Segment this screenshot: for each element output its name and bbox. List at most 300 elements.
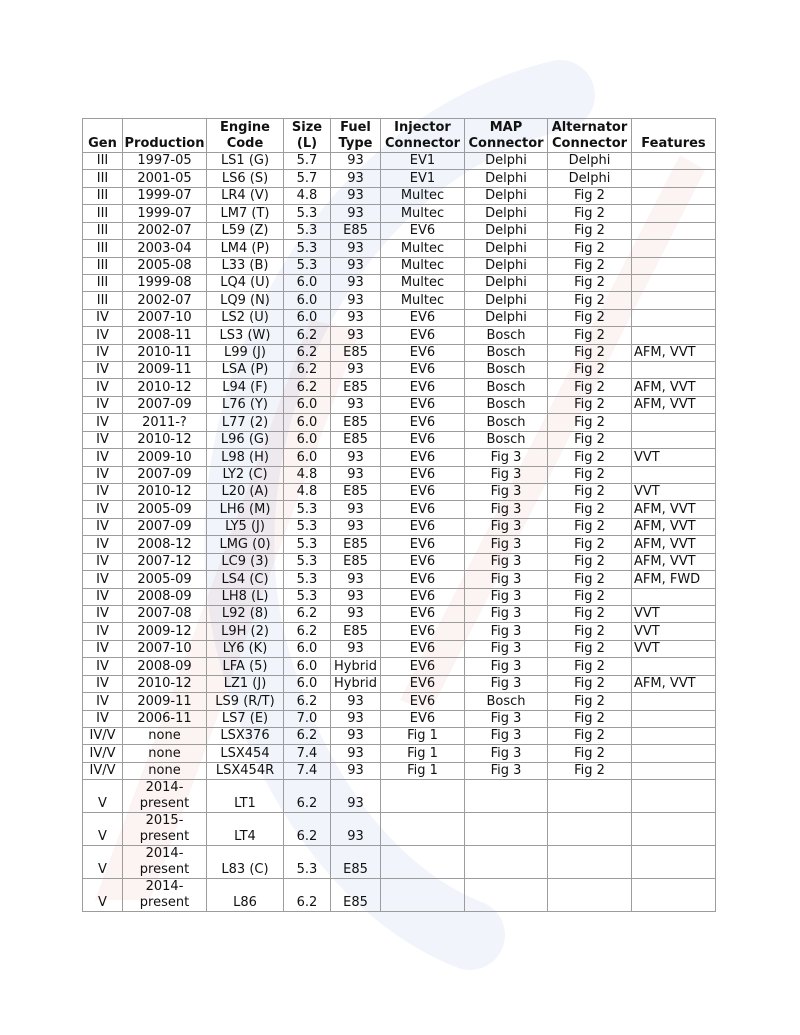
cell-injector-connector: Fig 1: [381, 727, 465, 744]
cell-size: 4.8: [284, 187, 331, 204]
table-row: [83, 675, 716, 692]
table-row: [83, 605, 716, 622]
cell-map-connector: Fig 3: [465, 484, 548, 501]
cell-features: [632, 153, 716, 170]
cell-engine-code: LQ4 (U): [207, 274, 284, 291]
cell-map-connector: Delphi: [465, 309, 548, 326]
cell-production: 2010-11: [123, 344, 207, 361]
cell-alternator-connector: Delphi: [548, 153, 632, 170]
cell-fuel-type: 93: [331, 588, 381, 605]
cell-features: [632, 292, 716, 309]
cell-engine-code: LS4 (C): [207, 571, 284, 588]
cell-production: none: [123, 727, 207, 744]
cell-injector-connector: Multec: [381, 292, 465, 309]
cell-production: 1999-08: [123, 274, 207, 291]
cell-alternator-connector: Fig 2: [548, 240, 632, 257]
cell-features: [632, 414, 716, 431]
cell-engine-code: L83 (C): [207, 846, 284, 879]
cell-fuel-type: E85: [331, 344, 381, 361]
cell-gen: V: [83, 813, 123, 846]
cell-fuel-type: 93: [331, 274, 381, 291]
cell-map-connector: Fig 3: [465, 501, 548, 518]
column-header-features: Features: [632, 119, 716, 153]
cell-production: 2006-11: [123, 710, 207, 727]
cell-gen: III: [83, 240, 123, 257]
cell-injector-connector: Fig 1: [381, 762, 465, 779]
cell-size: 7.0: [284, 710, 331, 727]
cell-size: 7.4: [284, 745, 331, 762]
cell-features: [632, 240, 716, 257]
cell-production: 2001-05: [123, 170, 207, 187]
table-row: [83, 431, 716, 448]
cell-size: 4.8: [284, 484, 331, 501]
column-header-fuel-type: Fuel Type: [331, 119, 381, 153]
table-row: [83, 257, 716, 274]
cell-fuel-type: 93: [331, 710, 381, 727]
column-header-alternator-connector: Alternator Connector: [548, 119, 632, 153]
cell-size: 6.2: [284, 362, 331, 379]
cell-fuel-type: E85: [331, 553, 381, 570]
cell-alternator-connector: Fig 2: [548, 466, 632, 483]
cell-production: 2007-09: [123, 518, 207, 535]
cell-production: 2008-09: [123, 588, 207, 605]
cell-size: 6.2: [284, 879, 331, 912]
cell-features: [632, 431, 716, 448]
cell-size: 6.0: [284, 292, 331, 309]
cell-size: 6.0: [284, 274, 331, 291]
cell-engine-code: LY5 (J): [207, 518, 284, 535]
cell-injector-connector: EV6: [381, 222, 465, 239]
cell-injector-connector: EV6: [381, 379, 465, 396]
cell-gen: IV: [83, 501, 123, 518]
cell-alternator-connector: Fig 2: [548, 309, 632, 326]
cell-fuel-type: 93: [331, 170, 381, 187]
cell-engine-code: L99 (J): [207, 344, 284, 361]
table-row: [83, 813, 716, 846]
cell-map-connector: Delphi: [465, 187, 548, 204]
table-row: [83, 710, 716, 727]
table-row: [83, 344, 716, 361]
table-row: [83, 518, 716, 535]
cell-injector-connector: Multec: [381, 187, 465, 204]
table-row: [83, 727, 716, 744]
cell-size: 6.0: [284, 414, 331, 431]
cell-engine-code: LH8 (L): [207, 588, 284, 605]
cell-fuel-type: E85: [331, 536, 381, 553]
cell-gen: IV: [83, 466, 123, 483]
cell-map-connector: Fig 3: [465, 571, 548, 588]
column-header-size: Size (L): [284, 119, 331, 153]
cell-gen: III: [83, 274, 123, 291]
cell-fuel-type: 93: [331, 240, 381, 257]
cell-injector-connector: Multec: [381, 257, 465, 274]
cell-alternator-connector: Fig 2: [548, 536, 632, 553]
cell-features: [632, 813, 716, 846]
cell-alternator-connector: Fig 2: [548, 710, 632, 727]
cell-alternator-connector: Fig 2: [548, 727, 632, 744]
cell-engine-code: LM7 (T): [207, 205, 284, 222]
cell-injector-connector: [381, 813, 465, 846]
cell-gen: IV: [83, 536, 123, 553]
cell-features: AFM, VVT: [632, 536, 716, 553]
cell-gen: IV: [83, 710, 123, 727]
cell-map-connector: Delphi: [465, 274, 548, 291]
cell-engine-code: L33 (B): [207, 257, 284, 274]
cell-alternator-connector: Fig 2: [548, 675, 632, 692]
cell-features: AFM, VVT: [632, 675, 716, 692]
cell-map-connector: Fig 3: [465, 762, 548, 779]
cell-gen: IV: [83, 309, 123, 326]
cell-production: 2009-11: [123, 693, 207, 710]
cell-size: 5.3: [284, 257, 331, 274]
cell-engine-code: L76 (Y): [207, 396, 284, 413]
cell-injector-connector: Multec: [381, 274, 465, 291]
table-row: [83, 187, 716, 204]
cell-features: [632, 762, 716, 779]
cell-engine-code: LM4 (P): [207, 240, 284, 257]
cell-gen: III: [83, 187, 123, 204]
cell-gen: IV: [83, 396, 123, 413]
cell-gen: III: [83, 153, 123, 170]
cell-features: [632, 658, 716, 675]
cell-engine-code: L59 (Z): [207, 222, 284, 239]
cell-alternator-connector: Fig 2: [548, 745, 632, 762]
cell-alternator-connector: [548, 780, 632, 813]
cell-size: 5.3: [284, 222, 331, 239]
cell-map-connector: Delphi: [465, 170, 548, 187]
cell-map-connector: Delphi: [465, 222, 548, 239]
cell-injector-connector: EV6: [381, 518, 465, 535]
cell-alternator-connector: Fig 2: [548, 344, 632, 361]
cell-size: 6.2: [284, 780, 331, 813]
cell-gen: IV: [83, 553, 123, 570]
cell-alternator-connector: Fig 2: [548, 362, 632, 379]
table-row: [83, 553, 716, 570]
cell-features: [632, 780, 716, 813]
cell-fuel-type: 93: [331, 693, 381, 710]
cell-injector-connector: EV6: [381, 710, 465, 727]
table-row: [83, 879, 716, 912]
cell-engine-code: L98 (H): [207, 449, 284, 466]
cell-production: 1999-07: [123, 205, 207, 222]
cell-production: none: [123, 762, 207, 779]
table-row: [83, 327, 716, 344]
column-header-engine-code: Engine Code: [207, 119, 284, 153]
cell-gen: IV/V: [83, 762, 123, 779]
cell-features: AFM, VVT: [632, 396, 716, 413]
table-row: [83, 153, 716, 170]
cell-engine-code: LMG (0): [207, 536, 284, 553]
cell-size: 5.3: [284, 553, 331, 570]
cell-size: 6.2: [284, 344, 331, 361]
cell-size: 7.4: [284, 762, 331, 779]
cell-fuel-type: Hybrid: [331, 675, 381, 692]
cell-fuel-type: E85: [331, 879, 381, 912]
cell-engine-code: LS3 (W): [207, 327, 284, 344]
cell-engine-code: L96 (G): [207, 431, 284, 448]
cell-gen: IV: [83, 605, 123, 622]
cell-map-connector: Delphi: [465, 292, 548, 309]
cell-production: 1999-07: [123, 187, 207, 204]
table-row: [83, 466, 716, 483]
cell-map-connector: Bosch: [465, 362, 548, 379]
cell-map-connector: Fig 3: [465, 466, 548, 483]
cell-fuel-type: E85: [331, 414, 381, 431]
cell-size: 5.3: [284, 588, 331, 605]
table-row: [83, 501, 716, 518]
cell-alternator-connector: Fig 2: [548, 640, 632, 657]
cell-size: 6.0: [284, 396, 331, 413]
cell-alternator-connector: Fig 2: [548, 518, 632, 535]
cell-production: 2007-08: [123, 605, 207, 622]
cell-alternator-connector: Fig 2: [548, 501, 632, 518]
cell-size: 5.3: [284, 518, 331, 535]
cell-alternator-connector: Fig 2: [548, 605, 632, 622]
cell-map-connector: Delphi: [465, 257, 548, 274]
cell-map-connector: Bosch: [465, 414, 548, 431]
cell-engine-code: L9H (2): [207, 623, 284, 640]
cell-production: 2007-10: [123, 640, 207, 657]
table-row: [83, 484, 716, 501]
cell-injector-connector: EV6: [381, 605, 465, 622]
cell-gen: IV: [83, 640, 123, 657]
cell-map-connector: Bosch: [465, 396, 548, 413]
cell-fuel-type: 93: [331, 745, 381, 762]
cell-production: 2003-04: [123, 240, 207, 257]
cell-features: AFM, VVT: [632, 501, 716, 518]
table-row: [83, 536, 716, 553]
cell-engine-code: LSA (P): [207, 362, 284, 379]
cell-size: 6.0: [284, 431, 331, 448]
cell-size: 6.2: [284, 623, 331, 640]
cell-engine-code: L86: [207, 879, 284, 912]
cell-production: 2010-12: [123, 484, 207, 501]
cell-map-connector: Fig 3: [465, 536, 548, 553]
cell-alternator-connector: Fig 2: [548, 588, 632, 605]
cell-production: 2007-09: [123, 466, 207, 483]
table-row: [83, 396, 716, 413]
column-header-injector-connector: Injector Connector: [381, 119, 465, 153]
cell-features: AFM, VVT: [632, 379, 716, 396]
header-row: [83, 119, 716, 153]
table-row: [83, 379, 716, 396]
cell-size: 5.3: [284, 536, 331, 553]
cell-engine-code: LS6 (S): [207, 170, 284, 187]
cell-injector-connector: EV6: [381, 640, 465, 657]
cell-map-connector: Fig 3: [465, 449, 548, 466]
cell-features: [632, 257, 716, 274]
cell-features: [632, 588, 716, 605]
cell-alternator-connector: Fig 2: [548, 449, 632, 466]
table-row: [83, 449, 716, 466]
cell-injector-connector: EV6: [381, 484, 465, 501]
table-row: [83, 414, 716, 431]
cell-size: 6.2: [284, 379, 331, 396]
cell-alternator-connector: Delphi: [548, 170, 632, 187]
cell-engine-code: L94 (F): [207, 379, 284, 396]
cell-fuel-type: E85: [331, 623, 381, 640]
cell-engine-code: LQ9 (N): [207, 292, 284, 309]
cell-injector-connector: EV6: [381, 396, 465, 413]
cell-fuel-type: 93: [331, 727, 381, 744]
cell-map-connector: Fig 3: [465, 518, 548, 535]
cell-production: 2010-12: [123, 379, 207, 396]
cell-engine-code: LR4 (V): [207, 187, 284, 204]
table-row: [83, 623, 716, 640]
cell-gen: IV: [83, 379, 123, 396]
cell-map-connector: Fig 3: [465, 640, 548, 657]
cell-production: 2002-07: [123, 292, 207, 309]
cell-gen: III: [83, 170, 123, 187]
cell-features: VVT: [632, 449, 716, 466]
cell-alternator-connector: Fig 2: [548, 327, 632, 344]
cell-map-connector: Delphi: [465, 240, 548, 257]
cell-injector-connector: EV6: [381, 571, 465, 588]
cell-gen: III: [83, 205, 123, 222]
cell-size: 6.0: [284, 658, 331, 675]
cell-alternator-connector: Fig 2: [548, 431, 632, 448]
cell-injector-connector: EV6: [381, 362, 465, 379]
cell-injector-connector: EV6: [381, 344, 465, 361]
cell-gen: IV: [83, 484, 123, 501]
cell-map-connector: Fig 3: [465, 658, 548, 675]
cell-size: 5.7: [284, 170, 331, 187]
table-row: [83, 658, 716, 675]
cell-production: 2002-07: [123, 222, 207, 239]
cell-production: 2005-09: [123, 501, 207, 518]
cell-size: 5.3: [284, 240, 331, 257]
cell-injector-connector: EV6: [381, 693, 465, 710]
cell-features: [632, 879, 716, 912]
cell-production: 1997-05: [123, 153, 207, 170]
cell-fuel-type: E85: [331, 484, 381, 501]
cell-gen: IV: [83, 675, 123, 692]
cell-map-connector: [465, 879, 548, 912]
cell-map-connector: Delphi: [465, 205, 548, 222]
cell-engine-code: LS7 (E): [207, 710, 284, 727]
cell-map-connector: Fig 3: [465, 553, 548, 570]
cell-production: 2005-08: [123, 257, 207, 274]
cell-production: 2008-09: [123, 658, 207, 675]
cell-gen: IV: [83, 658, 123, 675]
cell-map-connector: Fig 3: [465, 605, 548, 622]
cell-engine-code: LT4: [207, 813, 284, 846]
cell-gen: IV: [83, 327, 123, 344]
cell-features: VVT: [632, 484, 716, 501]
cell-alternator-connector: Fig 2: [548, 623, 632, 640]
table-row: [83, 222, 716, 239]
cell-production: 2010-12: [123, 675, 207, 692]
cell-gen: IV/V: [83, 745, 123, 762]
table-row: [83, 205, 716, 222]
cell-size: 6.2: [284, 605, 331, 622]
cell-production: 2011-?: [123, 414, 207, 431]
cell-injector-connector: Multec: [381, 205, 465, 222]
cell-production: 2015-present: [123, 813, 207, 846]
cell-injector-connector: Multec: [381, 240, 465, 257]
cell-injector-connector: EV6: [381, 449, 465, 466]
cell-features: [632, 205, 716, 222]
cell-features: [632, 846, 716, 879]
cell-map-connector: Fig 3: [465, 710, 548, 727]
cell-injector-connector: EV6: [381, 623, 465, 640]
cell-features: [632, 727, 716, 744]
table-row: [83, 240, 716, 257]
cell-injector-connector: EV6: [381, 658, 465, 675]
cell-injector-connector: EV6: [381, 501, 465, 518]
cell-features: VVT: [632, 640, 716, 657]
cell-fuel-type: 93: [331, 571, 381, 588]
cell-features: [632, 466, 716, 483]
cell-size: 6.0: [284, 449, 331, 466]
cell-size: 6.2: [284, 693, 331, 710]
cell-injector-connector: EV6: [381, 536, 465, 553]
cell-alternator-connector: Fig 2: [548, 762, 632, 779]
cell-alternator-connector: Fig 2: [548, 553, 632, 570]
cell-gen: III: [83, 292, 123, 309]
cell-injector-connector: Fig 1: [381, 745, 465, 762]
cell-features: [632, 187, 716, 204]
cell-features: AFM, VVT: [632, 518, 716, 535]
cell-features: VVT: [632, 623, 716, 640]
cell-fuel-type: 93: [331, 205, 381, 222]
cell-engine-code: LC9 (3): [207, 553, 284, 570]
cell-map-connector: [465, 846, 548, 879]
cell-size: 6.2: [284, 327, 331, 344]
cell-map-connector: [465, 813, 548, 846]
table-row: [83, 362, 716, 379]
cell-engine-code: LSX376: [207, 727, 284, 744]
cell-engine-code: L77 (2): [207, 414, 284, 431]
cell-fuel-type: 93: [331, 605, 381, 622]
table-row: [83, 588, 716, 605]
cell-fuel-type: 93: [331, 449, 381, 466]
cell-map-connector: Bosch: [465, 431, 548, 448]
cell-alternator-connector: Fig 2: [548, 484, 632, 501]
cell-production: 2010-12: [123, 431, 207, 448]
cell-gen: IV: [83, 362, 123, 379]
cell-gen: IV: [83, 518, 123, 535]
cell-injector-connector: EV6: [381, 309, 465, 326]
cell-features: [632, 222, 716, 239]
table-row: [83, 309, 716, 326]
cell-alternator-connector: Fig 2: [548, 187, 632, 204]
cell-fuel-type: 93: [331, 501, 381, 518]
cell-map-connector: Delphi: [465, 153, 548, 170]
cell-injector-connector: EV6: [381, 327, 465, 344]
column-header-production: Production: [123, 119, 207, 153]
cell-fuel-type: 93: [331, 257, 381, 274]
cell-engine-code: LS1 (G): [207, 153, 284, 170]
cell-alternator-connector: [548, 879, 632, 912]
cell-alternator-connector: Fig 2: [548, 396, 632, 413]
cell-fuel-type: 93: [331, 518, 381, 535]
cell-gen: IV: [83, 623, 123, 640]
cell-features: [632, 309, 716, 326]
table-body: [83, 153, 716, 912]
column-header-gen: Gen: [83, 119, 123, 153]
cell-production: 2014-present: [123, 780, 207, 813]
cell-gen: III: [83, 222, 123, 239]
cell-map-connector: Bosch: [465, 379, 548, 396]
cell-injector-connector: EV1: [381, 153, 465, 170]
cell-production: 2007-12: [123, 553, 207, 570]
cell-engine-code: LY6 (K): [207, 640, 284, 657]
cell-engine-code: LS9 (R/T): [207, 693, 284, 710]
cell-fuel-type: E85: [331, 379, 381, 396]
cell-size: 6.0: [284, 309, 331, 326]
cell-engine-code: LSX454R: [207, 762, 284, 779]
